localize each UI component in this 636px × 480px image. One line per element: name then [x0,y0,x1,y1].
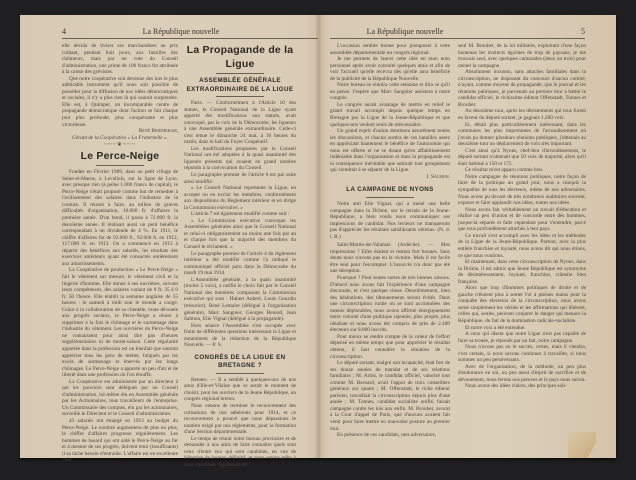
title-rule [216,73,264,74]
paragraph: « Le Conseil National représente la Ligue, en accepte ou en exclut les membres, conformément aux dispositions du Règlement intérieur et en dirige la Commission exécutive. » [184,185,296,211]
paragraph-intro: Notre ami Elie Vignal, qui a mené une belle campagne dans la Drôme, sur le terrain de la Jeune-République, a bien voulu nous communiquer ses impressions de candidat. Nos lecteurs ne manqueront pas d'apprécier les résultats satisfaisants obtenus. (N. d. l. R.) [330,200,450,240]
running-head-right [330,26,585,39]
signature: René Bertheram, [138,128,178,135]
title-rule [216,96,264,97]
newspaper-spread [20,15,616,468]
paragraph: Je me permets de lancer cette idée en mon nom personnel après avoir consulté quelques amis et afin de voir l'accueil qu'elle recevra dès qu'elle aura bénéficié de la publicité de la République Nouvelle. [330,56,450,82]
section-head-assemblee: ASSEMBLÉE GÉNÉRALE EXTRAORDINAIRE DE LA LIGUE [186,77,294,93]
paragraph: « La Commission exécutive convoque les Assemblées générales ainsi que le Conseil National et celui-ci obligatoirement au moins une fois par an et chaque fois que la majorité des membres du Conseil le réclament. » [184,217,296,251]
running-title: La République nouvelle [366,27,444,36]
paragraph: C'est ainsi qu'à Nyons, chef-lieu d'arrondissement, le député sortant n'obtenait que 50 voix de majorité, alors qu'il était habitué à 150 et 175. [458,147,586,167]
paragraph: L'article 7 est également modifié comme suit : [191,211,290,218]
section-head-nyons: LA CAMPAGNE DE NYONS [346,186,434,194]
paragraph: Nous venons de terminer le recouvrement des cotisations de nos adhérents pour 1914, et ce recouvrement a prouvé que nous dépassions le nombre exigé par nos règlements, pour la formation d'une Section départementale. [184,402,296,436]
paragraph: Rennes. — Il a semblé à quelques-uns de nos amis d'Ille-et-Vilaine que ce serait le moment de choisir, pour les ouvriers de la Jeune République, un congrès régional breton. [184,376,296,403]
signature-role: Gérant de la Coopérative « La Fraternelle ». [72,134,168,141]
paragraph: Au deuxième tour, après les désistements qui tous furent en faveur du député sortant, je gagnais 1.200 voix. [458,108,586,122]
paragraph: Nous avons des idées claires, des principes soli- [465,383,567,390]
column-1 [62,43,178,464]
paragraph: La Coopérative est administrée par un directeur à qui les pouvoirs sont délégués par un Conseil d'administration, lui-même élu en Assemblée générale par les Actionnaires, tous travailleurs de l'entreprise. Un Commissaire des comptes, élu par les actionnaires, surveille le Directeur et le Conseil d'administration. [62,378,178,418]
paragraph: En présence de ces candidats, mes adversaires, [337,432,437,439]
paragraph: Le député sortant, malgré son incapacité, était fort de ses douze années de mandat et de ses relations familiales ; M. Artist, le candidat officiel, valorisé tout comme M. Bernard, avait l'appui de trois conseillers généraux sur quatre ; M. Offenstadt, le riche éditeur parisien, travaillait la circonscription depuis plus d'une année ; M. Tonnes, candidat socialiste unifié, faisait campagne contre les lois aux enfin. M. Brouher, avocat à la Cour d'appel de Paris, que d'aucuns avaient fait venir pour faire mettre en mauvaise posture au premier tour. [330,360,450,432]
paragraph: Notre campagne de réunions publiques, notre façon de faire de la politique au grand jour, nous a conquis la sympathie de tous les électeurs, même de nos adversaires. Nous avons pu devant de très nombreux auditoires souvent, exposer et faire applaudir nos idées, toutes nos idées. [458,173,586,207]
paragraph: Un grand esprit d'union dominera assurément toutes les discussions, et chacun sortira de ces batailles assez en appréciant hautement le bénéfice de l'autonomie qui nous est offerte et ne se disant qu'en affaiblissement indéniable dans l'organisation et dans la propagande est la conséquence inévitable que subirait tout groupement qui viendrait à se séparer de la Ligue. [330,128,450,174]
running-head-left [62,26,318,39]
paragraph: Les modifications proposées par le Conseil National ont été adoptées à la quasi unanimité des ligueurs présents qui avaient en grand nombre répondu à la convocation du Conseil. [184,145,296,172]
paragraph: Avec de l'organisation, de la méthode, un peu plus d'endurance en soi, un peu aussi d'esprit de sacrifice et de dévouement, nous ferons nos preuves et le pays nous suivra. [458,363,586,383]
paragraph: L'Assemblée générale, à la quasi unanimité (moins 5 voix), a ratifié le choix fait par le Conseil National des membres composant la Commission exécutive qui sont : Hubert Aubert, Louis Gourdin (trésorier), René Lemaire (délégué à l'organisation générale), Marc Sangnier, Georges Renard, Jean Salmon, Elie Vignal (délégué à la propagande). [184,276,296,323]
page-corner-curl [568,432,596,458]
paragraph: Fondée en Février 1909, dans un petit village de Seine-et-Marne, à Levallois, sur la ligne de Lyon, avec presque rien (à peine 1.000 francs de capital), le Perce-Neige s'était proposé comme but de remédier à l'avilissement des salaires dans l'industrie de la couture. Il réussit à faire, au milieu de graves difficultés d'organisation, 18.000 fr. d'affaires la première année. D'un bond, il passa à 72.000 fr. la deuxième année. Il réalisait aussi un petit bénéfice correspondant à un dividende de 4 %. En 1911, le chiffre d'affaires fut de 92.000 fr., 92.000 fr. en 1912, 117.000 fr. en 1913. On a commencé en 1913 à répartir des bénéfices aux salariés, les résultats des exercices antérieurs ayant été consacrés entièrement aux amortissements. [62,169,178,267]
page-number: 4 [62,27,66,36]
title-rule [96,165,144,166]
paragraph: Ce travail s'est accompli avec les idées et les méthodes de la Ligue de la Jeune-République. Partout, avec la plus entière franchise et loyauté, nous avons dit qui nous étions, ce que nous voulions. [458,232,586,259]
paragraph: Le paragraphe premier de l'article 6 est par suite ainsi modifié : [184,172,296,185]
right-page [322,15,610,458]
paragraph: 43 salariés ont émargé en 1913 au budget du Perce-Neige. Le nombre augmentera de plus en plus, le chiffre d'affaires progresse régulièrement. Les hommes de hasard qui ont aidé le Perce-Neige au fur et à mesure de ses progrès, doivent tenir (insuffisants) il sa tâche besoin d'entraide. L'affaire est en excellente voie. [62,417,178,464]
paragraph: Et, détail plus particulièrement intéressant, dans les communes les plus importantes de l'arrondissement où j'avais pu donner plusieurs réunions publiques, j'obtenais au deuxième tour un déplacement de voix très important. [458,121,586,148]
left-page [20,15,316,468]
article-title-propagande: La Propagande de la Ligue [186,44,294,70]
paragraph: seul M. Brouher, de la loi militaire, exploitant d'une façon honteuse les instincts égoïstes de trop de paysans, je me trouvais seul, avec quelques camarades (deux ou trois) pour mener la campagne. [458,43,586,69]
paragraph: Saint-Martin-de-Valamas (Ardèche). — Mes impressions ? Elles étaient et restent fort bonnes. Sans doute nous n'avons pas eu la victoire. Mais il est facile être seul pour l'escompter. L'insuccès n'a donc pas été une déception. [330,242,450,275]
paragraph: elle décida de liviser ses marchandises au prix coûtant, pendant huit jours, aux familles des chômeurs, mais par un vote du Conseil d'administration, une prime de 100 francs fut attribuée à la caisse des grévistes. [62,43,178,76]
column-4 [458,43,586,390]
paragraph: Le temps de réunir notre bureau provisoire et de demander à nos amis de faire connaître quels sont ceux d'entre eux qui sont candidats, en vue de l'élection du bureau définitif, et nous serons prêts à nous constituer régulièrement. [184,435,296,468]
ornament-divider: ~~~❦~~~ [104,142,136,149]
column-3 [330,43,450,439]
column-2 [184,43,296,468]
paragraph: Notre bureau se réunira cette semaine et dira ce qu'il en pense. J'espère que Marc Sangnier assistera à notre congrès. [330,82,450,102]
paragraph: Le paragraphe premier de l'article 4 du règlement intérieur a été modifié comme l'a indiqué le communiqué officiel paru dans la Démocratie du mardi 19 mai 1914. [184,250,296,277]
article-title-perce-neige: Le Perce-Neige [80,150,160,163]
section-head-congres: CONGRÈS DE LA LIGUE EN BRETAGNE ? [194,353,286,370]
paragraph: L'occasion semble bonne pour juxtaposer à cette assemblée départementale un congrès régional. [330,43,450,56]
paragraph: La Coopérative de production « Le Perce-Neige » fait le vêtement sur mesure, le vêtement civil et la lingerie d'homme. Elle donne à ses ouvrières, suivant leurs compétences, des salaires variant de 0 fr. 35 à 0 fr. 50 l'heure. Elle établit la semaine anglaise de 55 heures : le samedi à midi tout le monde a congé. Grâce à la collaboration de sa clientèle, toute dévouée aux progrès sociaux, le Perce-Neige a réussi à supprimer à la fois le chômage et le surmenage dans l'industrie du vêtement. Les ouvrières du Perce-Neige ne connaissent pour ainsi dire pas d'heures supplémentaires ni de morte-saison. Cette régularité apportée dans la profession est un bienfait que sauront apprécier tous les gens de métier, fatigués par les excès de surmenage et énervés par les longs chômages. Le Perce-Neige a apporté un peu d'air et de liberté dans une profession où l'on étouffe. [62,267,178,379]
paragraph: Ce résultat m'est apparu comme bon. [465,167,544,174]
paragraph: Pourquoi ? Pour toutes sortes de très bonnes raisons. D'abord nous avons fait l'expérience d'une campagne électorale, et c'est quelque chose. Deuxièmement, bien des hésitations, des tâtonnements seront évités. Dans une circonscription rurale où se sont accumulées des mœurs déplorables, nous avons affirmé énergiquement notre volonté d'une politique rajeunie, plus propre, plus idéaliste et nous avons été compris de près de 2.400 électeurs sur 8.000 inscrits. [330,275,450,334]
paragraph: Nous n'avons pas eu le succès, certes, mais il viendra, c'est certain, si nous savons continuer à travailler, si nous sommes un peu persévérants. [458,344,586,364]
signature: J. Salmon. [426,173,450,180]
title-rule [216,373,264,374]
paragraph: Et maintenant, dans cette circonscription de Nyons, dans la Drôme, il est admis que Jeune République est synonyme de désintéressement, loyauté, franchise, crânerie bien française. [458,259,586,285]
paragraph: Alors que trop d'hommes politiques de droite et de gauche n'étaient plus à semer l'or à pleines mains pour la conquête des électeurs de la circonscription, nous avons semé simplement les vérités et les affirmations qui libèrent, celles qui, seules, peuvent conjurer le danger qui menace la République, du fait de la domination radicale-socialiste. [458,285,586,324]
paragraph: A ceux qui disent que notre Ligue n'est pas capable de faire sa trouée, je réponds par un fait, notre campagne. [458,331,586,344]
paragraph: Que notre coopérative soit devenue des lors le plus admirable instrument qu'il nous soit possible de posséder pour la diffusion de nos idées démocratiques et sociales, il n'y a plus rien là qui saurait surprendre. Elle est, à Quimper, un incomparable centre de propagande démocratique dont l'action se fait chaque jour plus profonde, plus conquérante et plus victorieuse. [62,75,178,128]
paragraph: Nous avons fait véritablement un travail d'éducation et réalisé un peu d'union et de concorde entre des hommes, jusque-là séparés et faits cependant pour s'entendre, parce que tous profondément attachés à leur pays. [458,206,586,233]
page-number: 5 [581,27,585,36]
running-title: La République nouvelle [142,27,220,36]
paragraph: Paris. — Conformément à l'Article 10 des statuts, le Conseil National de la Ligue ayant apporté des modifications aux statuts, avait convoqué, par la voix de la Démocratie, les ligueurs à une Assemblée générale extraordinaire. Celle-ci s'est tenue le dimanche 24 mai, à 10 heures du matin, dans le hall du Foyer Coopératif. [184,100,296,146]
paragraph: Hors séance l'Assemblée s'est occupée avec fruits de différentes questions intéressant la Ligue et notamment de la rédaction de la République Nouvelle. — P. S. [184,322,296,349]
paragraph: Le congrès aurait avantage de mettre en relief le grand travail accompli depuis quelque temps en Bretagne par la Ligue de la Jeune-République et que quelques-uns veulent seuls de méconnaître. [330,101,450,128]
paragraph: Absolument inconnu, sans attaches familiales dans la circonscription, ne disposant du concours d'aucun comité, n'ayant, comme moyens de propagande, que le journal et les réunions publiques, je parvenais au premier tour à battre le candidat officiel, le richissime éditeur Offenstadt, Tonnes et Brouher. [458,69,586,108]
paragraph: Et notre voix a été entendue. [465,324,526,331]
title-rule [366,197,414,198]
paragraph: Pour mieux se rendre compte de la valeur de l'effort dépensé en même temps que pour apprécier le résultat obtenu, il faut connaître la situation de la circonscription. [330,333,450,360]
